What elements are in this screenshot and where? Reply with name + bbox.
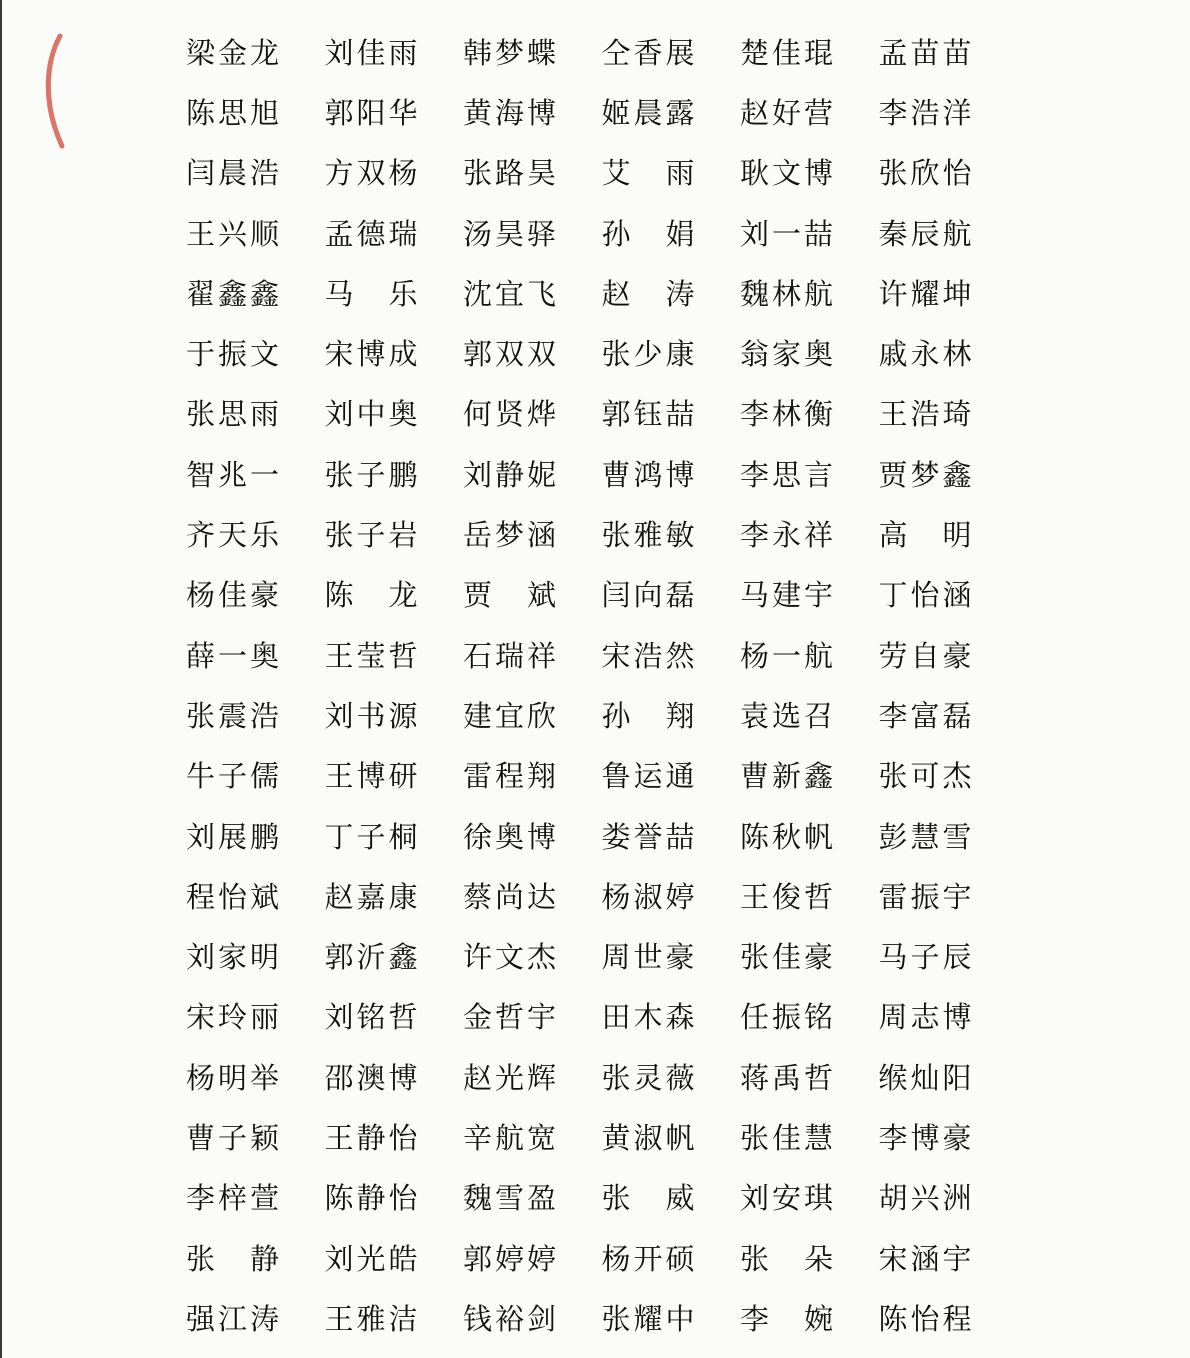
name-entry: 赵 涛 xyxy=(601,276,698,311)
name-entry: 闫晨浩 xyxy=(186,156,283,191)
name-entry: 王俊哲 xyxy=(740,879,837,914)
name-entry: 邵澳博 xyxy=(324,1060,421,1095)
name-row xyxy=(186,505,1006,565)
name-entry: 王莹哲 xyxy=(324,638,421,673)
name-entry: 刘一喆 xyxy=(740,216,837,251)
name-entry: 赵嘉康 xyxy=(324,879,421,914)
name-entry: 周志博 xyxy=(878,1000,975,1035)
name-row xyxy=(186,204,1006,264)
name-entry: 杨一航 xyxy=(740,638,837,673)
name-entry: 徐奥博 xyxy=(463,819,560,854)
name-entry: 秦辰航 xyxy=(878,216,975,251)
name-entry: 翁家奥 xyxy=(740,337,837,372)
name-entry: 赵好营 xyxy=(740,95,837,130)
name-entry: 李富磊 xyxy=(878,698,975,733)
name-row xyxy=(186,1108,1006,1168)
name-entry: 贾 斌 xyxy=(463,578,560,613)
name-entry: 赵光辉 xyxy=(463,1060,560,1095)
name-entry: 马 乐 xyxy=(324,276,421,311)
name-entry: 彭慧雪 xyxy=(878,819,975,854)
name-entry: 张路昊 xyxy=(463,156,560,191)
name-entry: 韩梦蝶 xyxy=(463,35,560,70)
name-entry: 郭钰喆 xyxy=(601,397,698,432)
name-entry: 雷程翔 xyxy=(463,759,560,794)
name-entry: 张佳慧 xyxy=(740,1120,837,1155)
page-left-border xyxy=(0,0,2,1358)
name-entry: 岳梦涵 xyxy=(463,518,560,553)
name-row xyxy=(186,1289,1006,1349)
name-entry: 刘铭哲 xyxy=(324,1000,421,1035)
name-entry: 郭双双 xyxy=(463,337,560,372)
name-entry: 郭婷婷 xyxy=(463,1241,560,1276)
name-entry: 杨开硕 xyxy=(601,1241,698,1276)
name-entry: 闫向磊 xyxy=(601,578,698,613)
name-entry: 李 婉 xyxy=(740,1301,837,1336)
name-entry: 张雅敏 xyxy=(601,518,698,553)
name-entry: 楚佳琨 xyxy=(740,35,837,70)
name-entry: 田木森 xyxy=(601,1000,698,1035)
name-entry: 陈怡程 xyxy=(878,1301,975,1336)
name-row xyxy=(186,927,1006,987)
name-entry: 金哲宇 xyxy=(463,1000,560,1035)
name-entry: 张欣怡 xyxy=(878,156,975,191)
name-entry: 刘中奥 xyxy=(324,397,421,432)
name-row xyxy=(186,867,1006,927)
name-entry: 梁金龙 xyxy=(186,35,283,70)
name-entry: 郭沂鑫 xyxy=(324,940,421,975)
name-entry: 李永祥 xyxy=(740,518,837,553)
name-entry: 张思雨 xyxy=(186,397,283,432)
name-row xyxy=(186,23,1006,83)
name-entry: 何贤烨 xyxy=(463,397,560,432)
name-entry: 张佳豪 xyxy=(740,940,837,975)
name-row xyxy=(186,686,1006,746)
name-entry: 智兆一 xyxy=(186,457,283,492)
name-entry: 魏林航 xyxy=(740,276,837,311)
name-entry: 蔡尚达 xyxy=(463,879,560,914)
name-entry: 张 静 xyxy=(186,1241,283,1276)
name-entry: 陈秋帆 xyxy=(740,819,837,854)
name-entry: 牛子儒 xyxy=(186,759,283,794)
name-entry: 艾 雨 xyxy=(601,156,698,191)
name-row xyxy=(186,264,1006,324)
name-entry: 许文杰 xyxy=(463,940,560,975)
name-entry: 齐天乐 xyxy=(186,518,283,553)
name-row xyxy=(186,1169,1006,1229)
name-entry: 刘展鹏 xyxy=(186,819,283,854)
name-entry: 贾梦鑫 xyxy=(878,457,975,492)
name-entry: 宋浩然 xyxy=(601,638,698,673)
name-entry: 任振铭 xyxy=(740,1000,837,1035)
name-entry: 马子辰 xyxy=(878,940,975,975)
name-entry: 王雅洁 xyxy=(324,1301,421,1336)
name-entry: 高 明 xyxy=(878,518,975,553)
name-entry: 陈静怡 xyxy=(324,1181,421,1216)
name-row xyxy=(186,747,1006,807)
name-entry: 翟鑫鑫 xyxy=(186,276,283,311)
name-entry: 张可杰 xyxy=(878,759,975,794)
name-row xyxy=(186,988,1006,1048)
name-entry: 刘静妮 xyxy=(463,457,560,492)
name-entry: 丁子桐 xyxy=(324,819,421,854)
name-entry: 周世豪 xyxy=(601,940,698,975)
name-entry: 马建宇 xyxy=(740,578,837,613)
name-row xyxy=(186,83,1006,143)
name-entry: 蒋禹哲 xyxy=(740,1060,837,1095)
name-entry: 曹鸿博 xyxy=(601,457,698,492)
name-entry: 刘安琪 xyxy=(740,1181,837,1216)
name-entry: 丁怡涵 xyxy=(878,578,975,613)
name-entry: 李思言 xyxy=(740,457,837,492)
name-entry: 沈宜飞 xyxy=(463,276,560,311)
name-row xyxy=(186,566,1006,626)
name-entry: 李林衡 xyxy=(740,397,837,432)
name-entry: 孟苗苗 xyxy=(878,35,975,70)
name-entry: 缑灿阳 xyxy=(878,1060,975,1095)
name-entry: 娄誉喆 xyxy=(601,819,698,854)
name-entry: 张灵薇 xyxy=(601,1060,698,1095)
name-entry: 辛航宽 xyxy=(463,1120,560,1155)
name-entry: 王兴顺 xyxy=(186,216,283,251)
name-entry: 刘光皓 xyxy=(324,1241,421,1276)
name-entry: 钱裕剑 xyxy=(463,1301,560,1336)
name-entry: 曹新鑫 xyxy=(740,759,837,794)
name-row xyxy=(186,324,1006,384)
name-entry: 许耀坤 xyxy=(878,276,975,311)
name-entry: 方双杨 xyxy=(324,156,421,191)
name-entry: 姬晨露 xyxy=(601,95,698,130)
name-entry: 陈 龙 xyxy=(324,578,421,613)
name-entry: 刘佳雨 xyxy=(324,35,421,70)
name-entry: 张耀中 xyxy=(601,1301,698,1336)
name-row xyxy=(186,1229,1006,1289)
name-entry: 孙 翔 xyxy=(601,698,698,733)
name-entry: 宋博成 xyxy=(324,337,421,372)
name-entry: 孟德瑞 xyxy=(324,216,421,251)
name-entry: 劳自豪 xyxy=(878,638,975,673)
name-entry: 张少康 xyxy=(601,337,698,372)
name-entry: 王博研 xyxy=(324,759,421,794)
name-entry: 刘家明 xyxy=(186,940,283,975)
name-list xyxy=(186,23,1006,1350)
name-row xyxy=(186,385,1006,445)
name-entry: 袁选召 xyxy=(740,698,837,733)
name-entry: 建宜欣 xyxy=(463,698,560,733)
name-row xyxy=(186,807,1006,867)
name-row xyxy=(186,445,1006,505)
name-row xyxy=(186,626,1006,686)
name-entry: 张震浩 xyxy=(186,698,283,733)
name-entry: 张子岩 xyxy=(324,518,421,553)
red-seal-fragment xyxy=(40,32,70,152)
name-entry: 郭阳华 xyxy=(324,95,421,130)
name-entry: 宋涵宇 xyxy=(878,1241,975,1276)
name-entry: 雷振宇 xyxy=(878,879,975,914)
name-entry: 仝香展 xyxy=(601,35,698,70)
name-row xyxy=(186,144,1006,204)
name-entry: 张子鹏 xyxy=(324,457,421,492)
name-entry: 张 朵 xyxy=(740,1241,837,1276)
name-entry: 张 威 xyxy=(601,1181,698,1216)
name-entry: 孙 娟 xyxy=(601,216,698,251)
name-entry: 杨佳豪 xyxy=(186,578,283,613)
name-entry: 薛一奥 xyxy=(186,638,283,673)
name-entry: 强江涛 xyxy=(186,1301,283,1336)
name-entry: 杨淑婷 xyxy=(601,879,698,914)
name-entry: 汤昊驿 xyxy=(463,216,560,251)
name-entry: 耿文博 xyxy=(740,156,837,191)
name-entry: 宋玲丽 xyxy=(186,1000,283,1035)
name-entry: 王浩琦 xyxy=(878,397,975,432)
name-entry: 王静怡 xyxy=(324,1120,421,1155)
name-entry: 杨明举 xyxy=(186,1060,283,1095)
name-entry: 程怡斌 xyxy=(186,879,283,914)
name-entry: 黄淑帆 xyxy=(601,1120,698,1155)
name-entry: 陈思旭 xyxy=(186,95,283,130)
name-entry: 石瑞祥 xyxy=(463,638,560,673)
name-entry: 曹子颖 xyxy=(186,1120,283,1155)
name-entry: 刘书源 xyxy=(324,698,421,733)
name-entry: 鲁运通 xyxy=(601,759,698,794)
name-entry: 李浩洋 xyxy=(878,95,975,130)
name-entry: 戚永林 xyxy=(878,337,975,372)
name-entry: 李梓萱 xyxy=(186,1181,283,1216)
name-entry: 李博豪 xyxy=(878,1120,975,1155)
name-entry: 于振文 xyxy=(186,337,283,372)
name-entry: 黄海博 xyxy=(463,95,560,130)
name-entry: 魏雪盈 xyxy=(463,1181,560,1216)
name-entry: 胡兴洲 xyxy=(878,1181,975,1216)
name-row xyxy=(186,1048,1006,1108)
